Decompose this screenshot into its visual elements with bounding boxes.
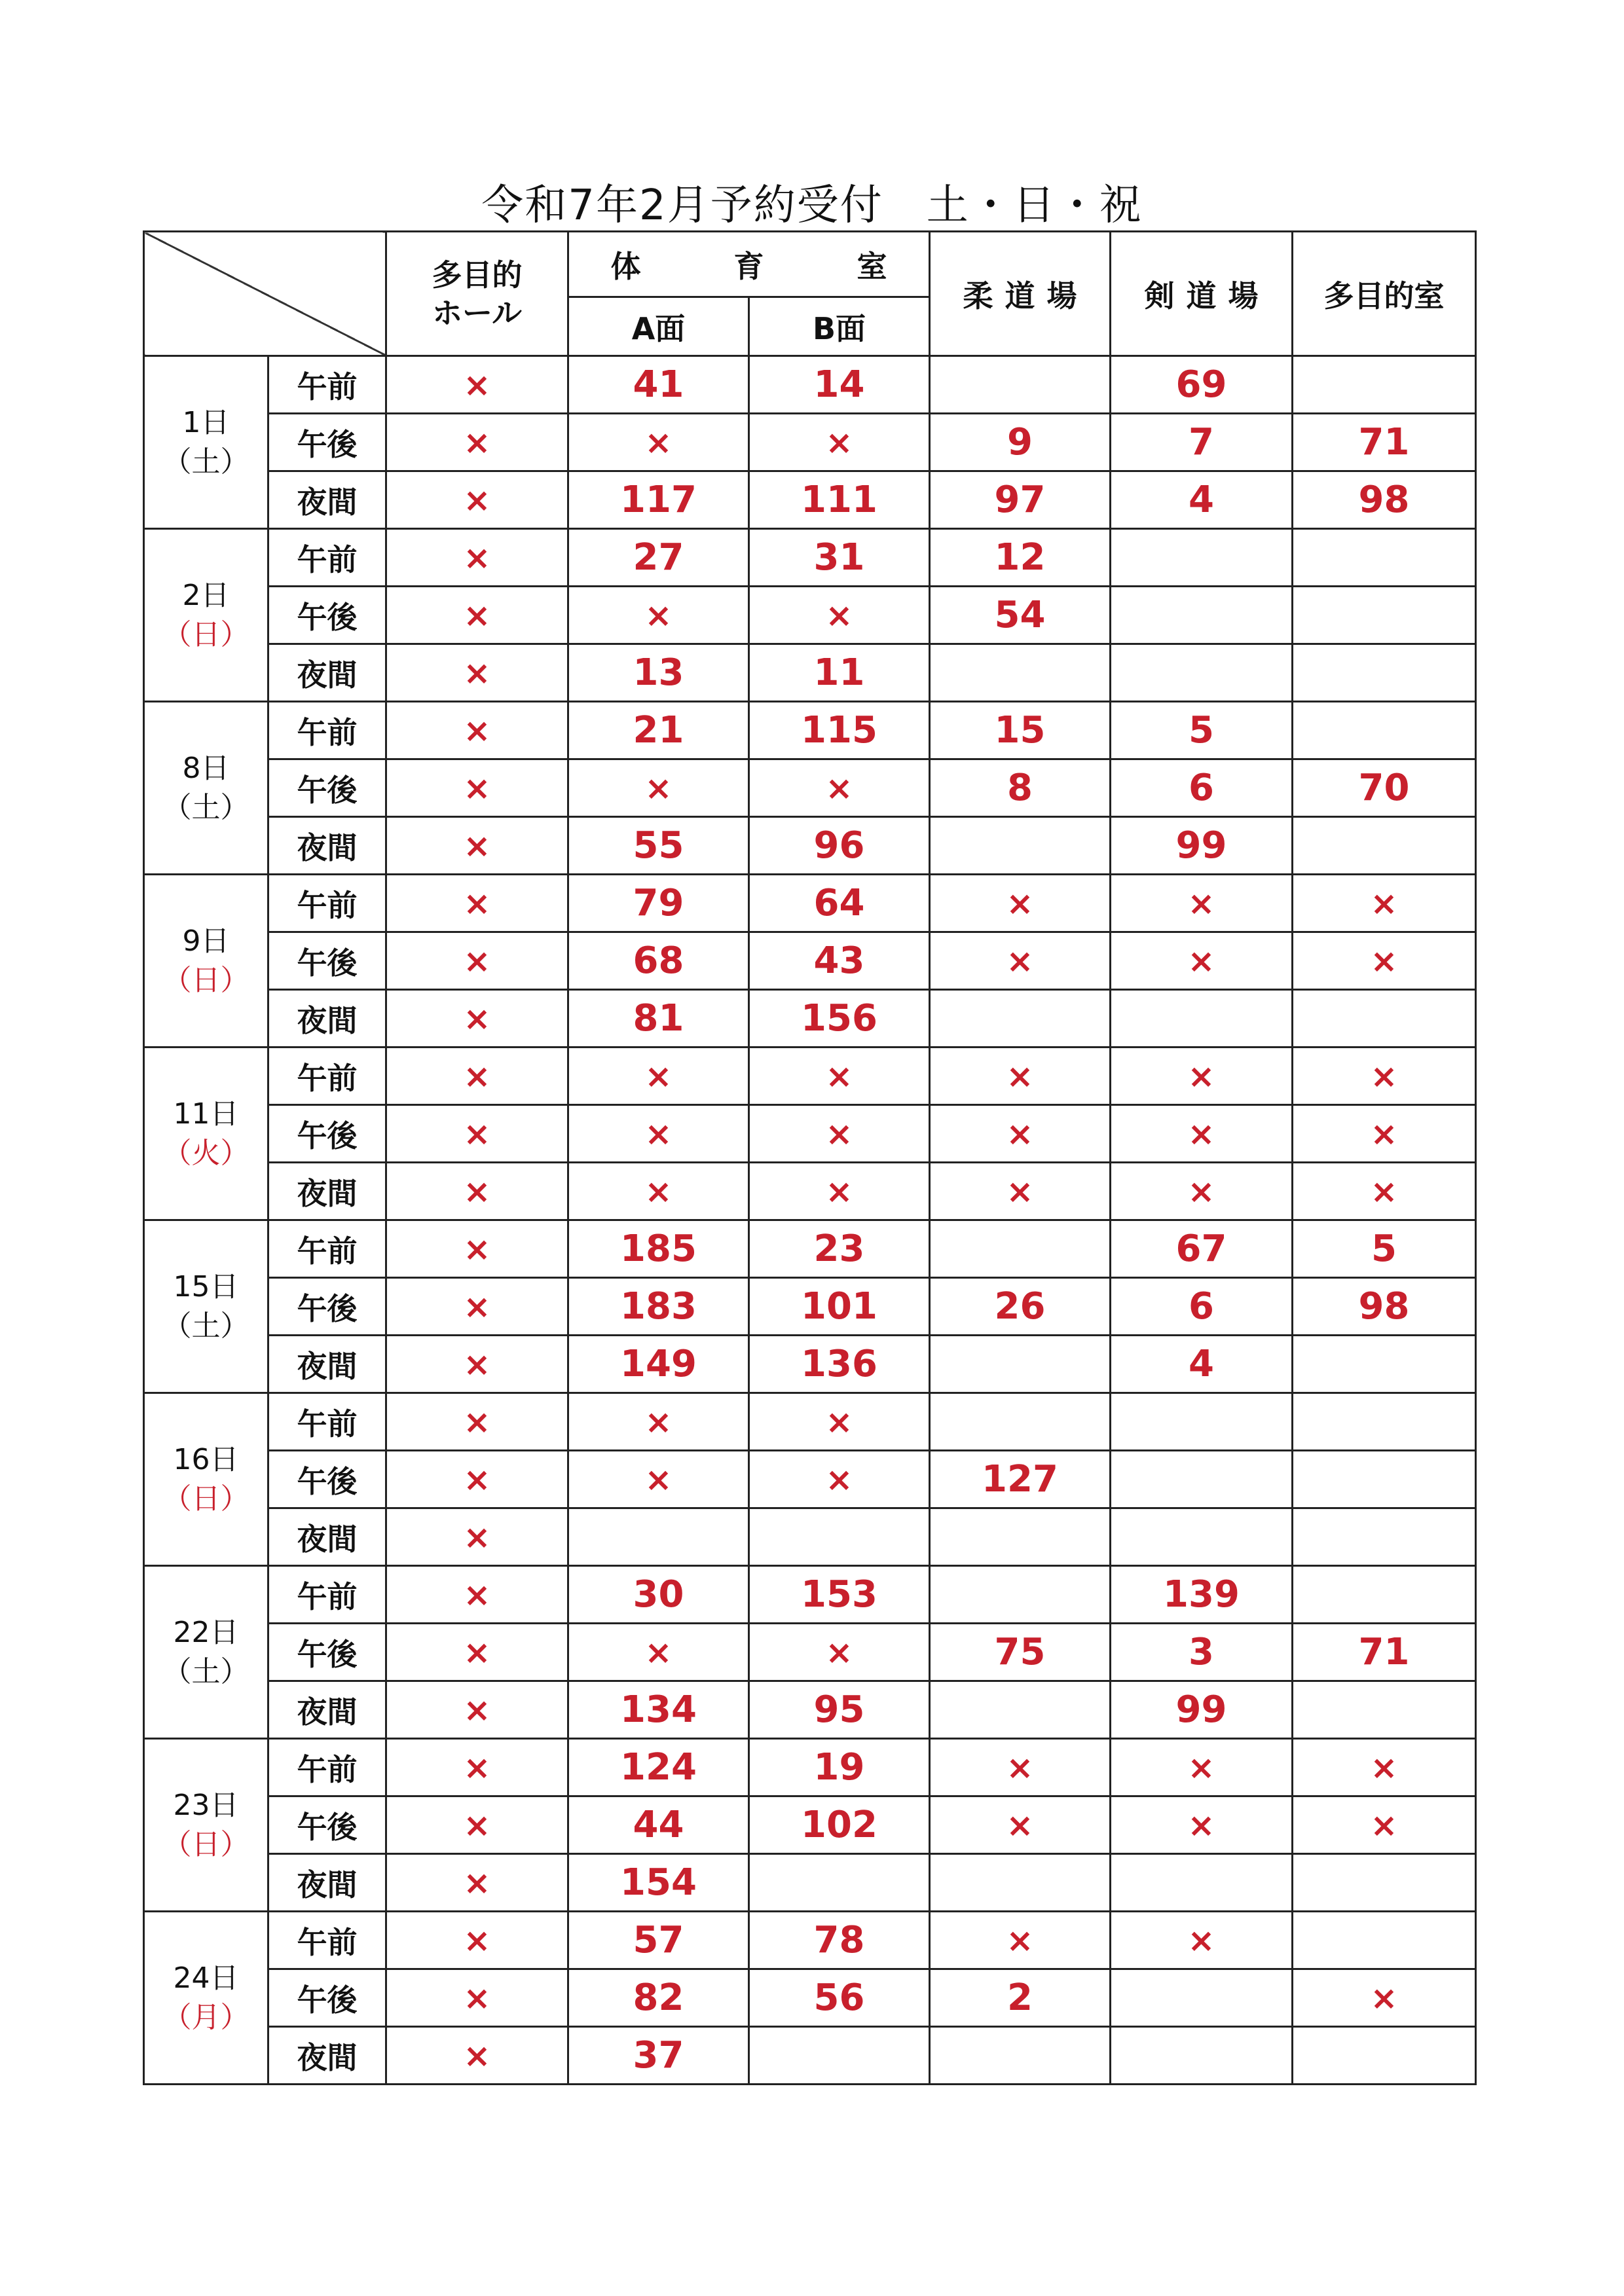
period-label: 午前 [268,529,386,587]
gym-a-cell: 81 [568,990,749,1048]
gym-b-cell: 64 [749,875,930,932]
gym-b-cell [749,1508,930,1566]
day-weekday: （土） [162,445,249,479]
table-row [144,1912,1476,1969]
hall-cell: × [386,1393,568,1451]
hall-cell: × [386,1969,568,2027]
judo-cell: × [930,875,1111,932]
hall-cell: × [386,356,568,414]
table-row [144,1278,1476,1336]
multi-room-header: 多目的室 [1293,232,1476,356]
day-date: 23日 [173,1788,239,1822]
hall-cell: × [386,1681,568,1739]
judo-cell: 12 [930,529,1111,587]
period-label: 午前 [268,1739,386,1796]
judo-cell: × [930,932,1111,990]
day-weekday: （日） [162,617,249,651]
multi-room-cell: × [1293,1739,1476,1796]
table-row [144,644,1476,702]
period-label: 午前 [268,1048,386,1105]
gym-b-cell: 101 [749,1278,930,1336]
multi-room-cell: × [1293,1969,1476,2027]
kendo-cell [1111,1393,1293,1451]
kendo-cell: 139 [1111,1566,1293,1624]
kendo-cell [1111,990,1293,1048]
period-label: 夜間 [268,1336,386,1393]
gym-b-cell: 115 [749,702,930,759]
hall-cell: × [386,471,568,529]
table-row [144,932,1476,990]
gym-a-cell: × [568,759,749,817]
gym-a-cell: 13 [568,644,749,702]
gym-a-cell: 27 [568,529,749,587]
judo-cell: 54 [930,587,1111,644]
hall-cell: × [386,1566,568,1624]
gym-a-cell: 117 [568,471,749,529]
day-weekday: （火） [162,1136,249,1170]
day-cell [144,1739,268,1912]
day-cell [144,529,268,702]
kendo-cell: 6 [1111,1278,1293,1336]
table-row [144,471,1476,529]
hall-cell: × [386,414,568,471]
period-label: 午後 [268,414,386,471]
gym-a-cell: 82 [568,1969,749,2027]
hall-cell: × [386,1336,568,1393]
gym-b-cell: × [749,1393,930,1451]
kendo-cell: × [1111,932,1293,990]
judo-cell [930,1566,1111,1624]
kendo-cell: 99 [1111,817,1293,875]
gym-b-cell: 111 [749,471,930,529]
table-row [144,1336,1476,1393]
hall-cell: × [386,1220,568,1278]
gym-b-cell: 23 [749,1220,930,1278]
day-cell [144,875,268,1048]
day-cell [144,702,268,875]
gym-a-cell: 68 [568,932,749,990]
judo-cell: 75 [930,1624,1111,1681]
multi-room-cell: × [1293,1048,1476,1105]
kendo-cell: 69 [1111,356,1293,414]
multi-room-cell: × [1293,1796,1476,1854]
kendo-cell: × [1111,1739,1293,1796]
kendo-cell [1111,1508,1293,1566]
table-row [144,1508,1476,1566]
kendo-cell [1111,587,1293,644]
day-weekday: （日） [162,1827,249,1861]
period-label: 午後 [268,932,386,990]
day-date: 11日 [173,1097,239,1131]
period-label: 午前 [268,1566,386,1624]
judo-cell [930,356,1111,414]
page-title: 令和7年2月予約受付 土・日・祝 [481,181,1143,230]
gym-a-cell: 185 [568,1220,749,1278]
judo-cell [930,1220,1111,1278]
period-label: 午前 [268,1220,386,1278]
gym-b-cell: × [749,759,930,817]
judo-cell [930,644,1111,702]
judo-cell [930,817,1111,875]
gym-b-cell: × [749,1105,930,1163]
period-label: 午後 [268,587,386,644]
gym-a-cell: 57 [568,1912,749,1969]
table-row [144,529,1476,587]
gym-a-cell: 149 [568,1336,749,1393]
gym-a-cell: 55 [568,817,749,875]
period-label: 午後 [268,759,386,817]
day-date: 24日 [173,1961,239,1995]
judo-cell: 8 [930,759,1111,817]
kendo-cell [1111,1969,1293,2027]
gym-a-cell: × [568,1048,749,1105]
hall-cell: × [386,587,568,644]
gym-b-cell [749,1854,930,1912]
gym-a-cell: 21 [568,702,749,759]
table-row [144,1854,1476,1912]
gym-b-cell: 31 [749,529,930,587]
kendo-cell [1111,2027,1293,2085]
gym-b-cell: 95 [749,1681,930,1739]
gym-a-header: A面 [568,297,749,356]
table-row [144,414,1476,471]
hall-cell: × [386,1624,568,1681]
judo-cell: 2 [930,1969,1111,2027]
kendo-header: 剣道場 [1111,232,1293,356]
gym-b-cell: × [749,414,930,471]
judo-cell [930,1508,1111,1566]
gym-b-cell: 78 [749,1912,930,1969]
gym-a-cell: 134 [568,1681,749,1739]
hall-cell: × [386,1105,568,1163]
table-row [144,702,1476,759]
table-row [144,990,1476,1048]
hall-cell: × [386,990,568,1048]
kendo-cell: 99 [1111,1681,1293,1739]
gym-b-cell: × [749,1163,930,1220]
gym-b-cell: 11 [749,644,930,702]
gym-b-cell: 56 [749,1969,930,2027]
period-label: 夜間 [268,2027,386,2085]
table-row [144,1451,1476,1508]
day-date: 9日 [182,924,230,958]
kendo-cell: 67 [1111,1220,1293,1278]
gym-a-cell: 124 [568,1739,749,1796]
gym-a-cell: × [568,1105,749,1163]
table-row [144,1220,1476,1278]
day-cell [144,1912,268,2085]
gym-a-cell: × [568,1393,749,1451]
day-weekday: （土） [162,790,249,824]
gym-b-cell: × [749,587,930,644]
table-row [144,2027,1476,2085]
kendo-cell: 4 [1111,1336,1293,1393]
table-row [144,1048,1476,1105]
kendo-cell: × [1111,1105,1293,1163]
kendo-cell: × [1111,1163,1293,1220]
hall-cell: × [386,644,568,702]
table-row [144,1163,1476,1220]
gym-a-cell: 37 [568,2027,749,2085]
table-row [144,817,1476,875]
multi-room-cell: 98 [1293,1278,1476,1336]
multi-room-cell [1293,587,1476,644]
hall-cell: × [386,1048,568,1105]
judo-cell [930,1681,1111,1739]
day-cell [144,1048,268,1220]
hall-cell: × [386,1163,568,1220]
multi-room-cell: 71 [1293,1624,1476,1681]
day-weekday: （日） [162,1482,249,1516]
hall-cell: × [386,1278,568,1336]
multi-room-cell [1293,1336,1476,1393]
kendo-cell: 7 [1111,414,1293,471]
hall-cell: × [386,932,568,990]
day-date: 15日 [173,1269,239,1303]
multi-room-cell [1293,529,1476,587]
table-row [144,1681,1476,1739]
table-row [144,1739,1476,1796]
kendo-cell: 3 [1111,1624,1293,1681]
judo-cell [930,1336,1111,1393]
multi-room-cell: × [1293,875,1476,932]
day-weekday: （土） [162,1654,249,1688]
gym-a-cell: × [568,414,749,471]
period-label: 夜間 [268,1508,386,1566]
multi-room-cell: 71 [1293,414,1476,471]
multi-room-cell [1293,817,1476,875]
multi-room-cell: 98 [1293,471,1476,529]
multi-room-cell [1293,990,1476,1048]
gym-a-cell: × [568,1451,749,1508]
day-date: 8日 [182,751,230,785]
kendo-cell: 4 [1111,471,1293,529]
gym-a-cell: 154 [568,1854,749,1912]
judo-header: 柔道場 [930,232,1111,356]
period-label: 午後 [268,1105,386,1163]
gym-b-header: B面 [749,297,930,356]
judo-cell: × [930,1105,1111,1163]
period-label: 午後 [268,1624,386,1681]
gym-b-cell: × [749,1451,930,1508]
day-weekday: （月） [162,2000,249,2034]
gym-b-cell: 136 [749,1336,930,1393]
hall-cell: × [386,702,568,759]
period-label: 午前 [268,356,386,414]
kendo-cell: × [1111,1048,1293,1105]
multi-room-cell [1293,1508,1476,1566]
multi-room-cell [1293,1566,1476,1624]
kendo-cell [1111,1854,1293,1912]
multi-room-cell [1293,644,1476,702]
table-row [144,1105,1476,1163]
period-label: 午前 [268,1393,386,1451]
gym-b-cell: 102 [749,1796,930,1854]
period-label: 午前 [268,875,386,932]
gym-a-cell: 41 [568,356,749,414]
judo-cell: 9 [930,414,1111,471]
multi-room-cell [1293,2027,1476,2085]
multi-room-cell [1293,356,1476,414]
corner-header-cell [144,232,386,356]
judo-cell: 97 [930,471,1111,529]
table-row [144,1624,1476,1681]
judo-cell: 127 [930,1451,1111,1508]
day-date: 1日 [182,405,230,439]
multi-room-cell [1293,702,1476,759]
gym-b-cell: 96 [749,817,930,875]
day-cell [144,1566,268,1739]
reservation-table [143,230,1477,2085]
day-weekday: （日） [162,963,249,997]
day-cell [144,356,268,529]
gym-a-cell: 44 [568,1796,749,1854]
schedule-body [144,356,1476,2085]
hall-cell: × [386,875,568,932]
period-label: 夜間 [268,990,386,1048]
hall-header: 多目的 ホール [386,232,568,356]
gym-b-cell: × [749,1048,930,1105]
gym-b-cell [749,2027,930,2085]
kendo-cell: × [1111,1912,1293,1969]
hall-cell: × [386,1451,568,1508]
period-label: 夜間 [268,471,386,529]
gym-b-cell: 19 [749,1739,930,1796]
day-date: 16日 [173,1442,239,1476]
period-label: 午後 [268,1796,386,1854]
hall-cell: × [386,2027,568,2085]
period-label: 夜間 [268,1163,386,1220]
day-date: 2日 [182,578,230,612]
multi-room-cell: × [1293,932,1476,990]
day-weekday: （土） [162,1309,249,1343]
period-label: 夜間 [268,817,386,875]
hall-cell: × [386,529,568,587]
hall-cell: × [386,1796,568,1854]
period-label: 夜間 [268,1854,386,1912]
hall-cell: × [386,1508,568,1566]
kendo-cell [1111,1451,1293,1508]
judo-cell [930,990,1111,1048]
gym-b-cell: 156 [749,990,930,1048]
table-row [144,875,1476,932]
hall-cell: × [386,1739,568,1796]
kendo-cell: × [1111,875,1293,932]
multi-room-cell: 5 [1293,1220,1476,1278]
hall-cell: × [386,1854,568,1912]
judo-cell: × [930,1796,1111,1854]
judo-cell: 26 [930,1278,1111,1336]
kendo-cell [1111,644,1293,702]
period-label: 午前 [268,702,386,759]
judo-cell [930,1854,1111,1912]
period-label: 午後 [268,1451,386,1508]
kendo-cell: 5 [1111,702,1293,759]
period-label: 夜間 [268,644,386,702]
multi-room-cell [1293,1912,1476,1969]
multi-room-cell: × [1293,1105,1476,1163]
period-label: 午後 [268,1969,386,2027]
day-date: 22日 [173,1615,239,1649]
gym-a-cell: × [568,1163,749,1220]
multi-room-cell: × [1293,1163,1476,1220]
judo-cell: × [930,1163,1111,1220]
multi-room-cell [1293,1854,1476,1912]
day-cell [144,1220,268,1393]
kendo-cell: 6 [1111,759,1293,817]
kendo-cell: × [1111,1796,1293,1854]
period-label: 午後 [268,1278,386,1336]
judo-cell: × [930,1048,1111,1105]
multi-room-cell: 70 [1293,759,1476,817]
period-label: 夜間 [268,1681,386,1739]
judo-cell: × [930,1739,1111,1796]
table-row [144,759,1476,817]
multi-room-cell [1293,1393,1476,1451]
gym-b-cell: 14 [749,356,930,414]
table-row [144,356,1476,414]
day-cell [144,1393,268,1566]
gym-a-cell [568,1508,749,1566]
judo-cell: × [930,1912,1111,1969]
gym-a-cell: 79 [568,875,749,932]
gym-b-cell: 153 [749,1566,930,1624]
hall-cell: × [386,817,568,875]
gym-header: 体 育 室 [568,232,930,297]
table-row [144,1393,1476,1451]
multi-room-cell [1293,1451,1476,1508]
gym-a-cell: × [568,587,749,644]
table-row [144,1566,1476,1624]
hall-cell: × [386,759,568,817]
judo-cell [930,1393,1111,1451]
table-row [144,587,1476,644]
gym-b-cell: × [749,1624,930,1681]
period-label: 午前 [268,1912,386,1969]
judo-cell [930,2027,1111,2085]
table-row [144,1969,1476,2027]
judo-cell: 15 [930,702,1111,759]
gym-a-cell: 183 [568,1278,749,1336]
multi-room-cell [1293,1681,1476,1739]
gym-a-cell: 30 [568,1566,749,1624]
table-row [144,1796,1476,1854]
kendo-cell [1111,529,1293,587]
hall-cell: × [386,1912,568,1969]
gym-b-cell: 43 [749,932,930,990]
gym-a-cell: × [568,1624,749,1681]
